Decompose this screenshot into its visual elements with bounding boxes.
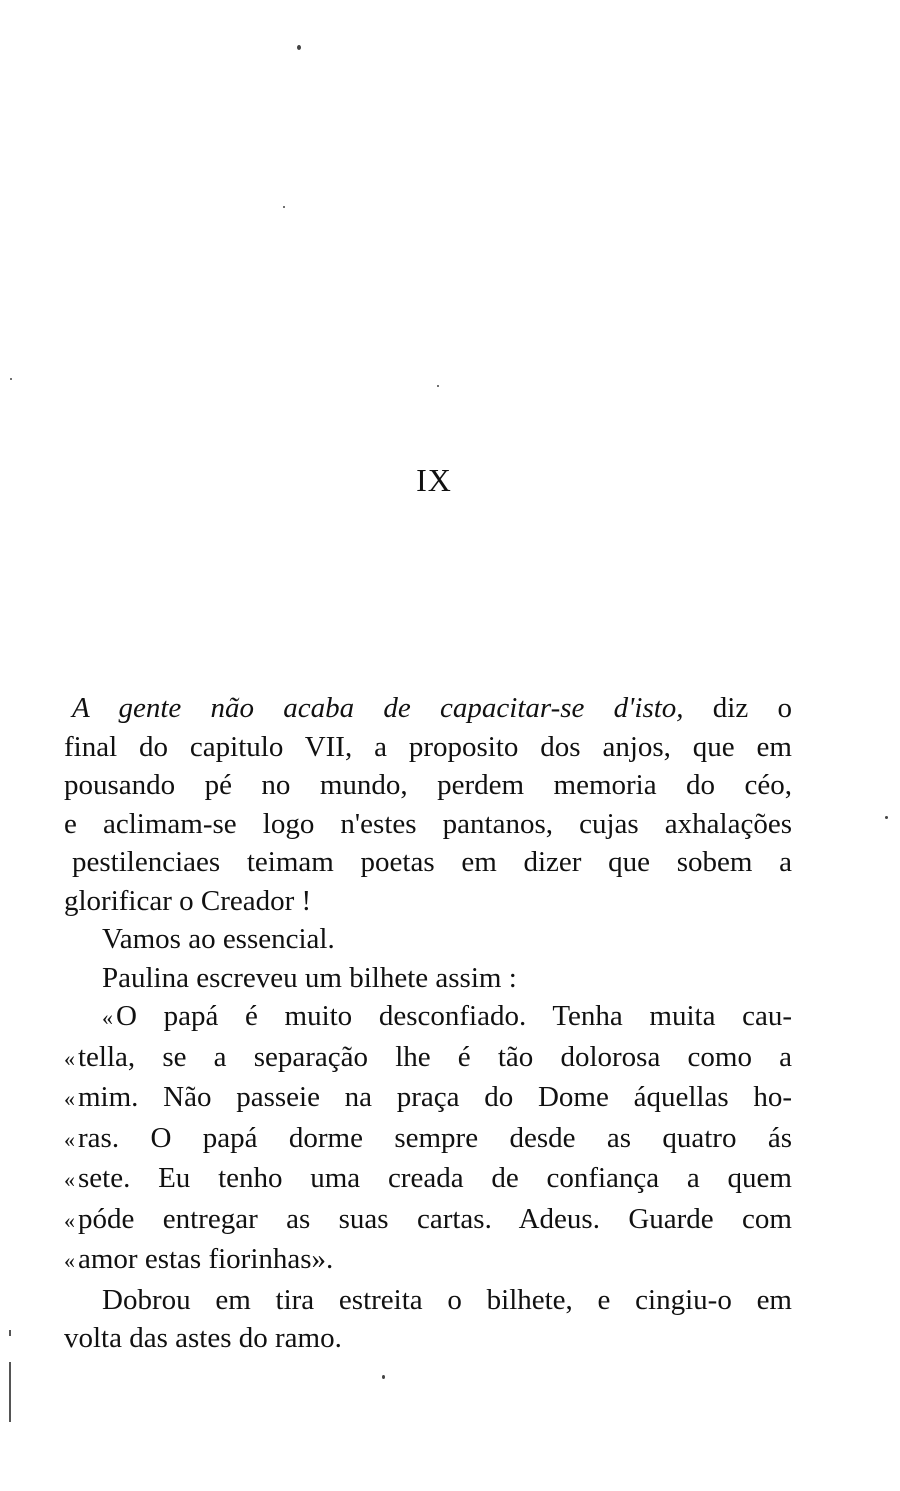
scan-speck <box>283 206 285 208</box>
quote-text: sete. Eu tenho uma creada de confiança a quem <box>78 1162 792 1194</box>
quote-mark: « <box>102 1005 113 1030</box>
page-body <box>64 689 792 1358</box>
quote-text: ras. O papá dorme sempre desde as quatro ás <box>78 1121 792 1154</box>
scan-margin-mark <box>9 1330 11 1336</box>
quote-mark: « <box>64 1045 75 1071</box>
paragraph-line: Paulina escreveu um bilhete assim : <box>102 961 517 994</box>
quote-text: póde entregar as suas cartas. Adeus. Guarde com <box>78 1202 792 1235</box>
chapter-number: IX <box>416 462 452 498</box>
quote-mark: « <box>64 1207 75 1233</box>
scan-speck <box>10 378 12 380</box>
quote-line <box>64 1200 792 1241</box>
italic-quote: A gente não acaba de capacitar-se d'isto, <box>72 692 684 724</box>
quote-mark: « <box>64 1167 75 1192</box>
scan-speck <box>382 1375 385 1379</box>
quote-mark: « <box>64 1126 75 1152</box>
quote-line <box>64 1119 792 1160</box>
quote-line <box>64 1078 792 1119</box>
paragraph-line: final do capitulo VII, a proposito dos anjos, que em <box>64 730 792 763</box>
quote-line <box>64 1038 792 1079</box>
paragraph-line <box>64 689 792 728</box>
scan-margin-mark <box>9 1362 11 1422</box>
paragraph-line: pousando pé no mundo, perdem memoria do céo, <box>64 769 792 801</box>
quote-line <box>64 1159 792 1200</box>
scan-speck <box>437 385 439 387</box>
quote-text: mim. Não passeie na praça do Dome áquellas ho- <box>78 1081 792 1113</box>
paragraph-line: volta das astes do ramo. <box>64 1322 342 1354</box>
paragraph-line: glorificar o Creador ! <box>64 884 312 917</box>
quote-text: tella, se a separação lhe é tão dolorosa como a <box>78 1040 792 1073</box>
paragraph-line: e aclimam-se logo n'estes pantanos, cujas axhalações <box>64 807 792 840</box>
quote-text: O papá é muito desconfiado. Tenha muita cau- <box>116 1000 792 1032</box>
quote-line <box>64 997 792 1038</box>
paragraph-line: Vamos ao essencial. <box>102 923 335 955</box>
quote-text: amor estas fiorinhas». <box>78 1243 334 1275</box>
line-text: diz o <box>683 692 792 724</box>
quote-mark: « <box>64 1086 75 1111</box>
quote-mark: « <box>64 1248 75 1273</box>
paragraph-line: pestilenciaes teimam poetas em dizer que sobem a <box>72 846 792 878</box>
quote-line <box>64 1240 792 1281</box>
paragraph-line: Dobrou em tira estreita o bilhete, e cingiu-o em <box>102 1283 792 1316</box>
scan-speck <box>885 816 888 819</box>
scan-speck <box>297 45 301 50</box>
